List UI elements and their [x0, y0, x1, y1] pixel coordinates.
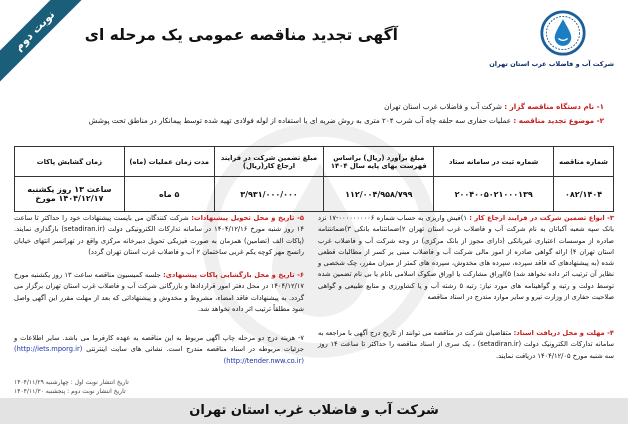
table-cell: ۱۱۲/۰۰۴/۹۵۸/۷۹۹ [324, 177, 434, 212]
section-6-heading: ۶- تاریخ و محل بازگشایی پاکات پیشنهادی: [163, 271, 304, 279]
section-3 [318, 213, 614, 303]
item-1-label: ۱- نام دستگاه مناقصه گزار : [504, 102, 604, 111]
table-cell: ساعت ۱۳ روز یکشنبه ۱۴۰۴/۱۲/۱۷ مورخ [15, 177, 125, 212]
table-header-row [15, 147, 614, 177]
section-5 [14, 213, 304, 258]
col-header: مبلغ برآورد (ریال) براساس فهرست بهای پایه سال ۱۴۰۴ [324, 147, 434, 177]
item-2-value: عملیات حفاری سه حلقه چاه آب شرب ۲۰۴ متری به روش ضربه ای با استفاده از لوله فولادی تهیه شده توسط پیمانکار در مناطق تحت پوشش [88, 116, 512, 125]
section-4-text: متقاضیان شرکت در مناقصه می توانند از تاریخ درج آگهی با مراجعه به سامانه تدارکات الکترونیک دولت (setadiran.ir) ، یک سری از اسناد مناقصه را حداکثر تا ساعت ۱۴ روز سه شنبه مورخ ۱۴۰۴/۱۲/۰۵ دریافت نمایند. [318, 329, 615, 360]
section-4 [318, 328, 614, 362]
section-6-text: جلسه کمیسیون مناقصه ساعت ۱۳ روز یکشنبه مورخ ۱۴۰۴/۱۲/۱۷ در محل دفتر امور قراردادها و بازرگانی شرکت آب و فاضلاب غرب استان تهران برگزار می گردد. به پیشنهادات فاقد امضاء، مشروط و مخدوش و پیشنهاداتی که بعد از مهلت مقرر این آگهی واصل شود مطلقاً ترتیب اثر داده نخواهد شد. [14, 271, 304, 313]
item-2 [89, 116, 604, 125]
section-4-heading: ۴- مهلت و محل دریافت اسناد: [513, 329, 614, 337]
section-7-text: ۷- هزینه درج دو مرحله چاپ آگهی مربوط به این مناقصه به عهده کارفرما می باشد. سایر اطلاعات و جزئیات مربوطه در اسناد مناقصه مندرج است. [14, 334, 304, 354]
publication-date-1: تاریخ انتشار نوبت اول : چهارشنبه ۱۴۰۴/۱۱/۲۹ [14, 379, 129, 386]
edition-ribbon [0, 0, 90, 90]
table-cell: ۰۸۲/۱۴۰۴ [554, 177, 614, 212]
table-cell: ۲۰۰۴۰۰۵۰۲۱۰۰۰۱۳۹ [434, 177, 554, 212]
ribbon-label: نوبت دوم [0, 0, 90, 90]
publication-date-2: تاریخ انتشار نوبت دوم : پنجشنبه ۱۴۰۴/۱۱/۳۰ [14, 388, 126, 395]
item-1 [384, 102, 604, 111]
footer-banner: شرکت آب و فاضلاب غرب استان تهران [0, 398, 628, 424]
section-3-text: ۱)فیش واریزی به حساب شماره ۰۰۰۰۰۰۰۰۰۶-۱۷ نزد بانک سپه شعبه آکباتان به نام شرکت آب و فاضلاب غرب استان تهران ۲)ضمانتنامه بانکی ۳)ضمانتنامه صادره از موسسات اعتباری غیربانکی (دارای مجوز از بانک مرکزی) در وجه شرکت آب و فاضلاب غرب استان تهران ۴) ارائه گواهی صادره از امور مالی شرکت آب و فاضلاب مبنی بر کسر از مطالبات قطعی شده (به پیشنهادهای که فاقد سپرده، سپرده های مخدوش، سپرده های کمتر از میزان مقرر، چک شخصی و نظایر آن ترتیب اثر داده نخواهد شد) ۵)اوراق مشارکت یا اوراق صکوک اسلامی بانام یا بی نام تضمین شده توسط دولت و رتبه و گواهینامه های مورد نیاز: رتبه ۵ رشته آب و یا کشاورزی و منابع طبیعی و گواهی صلاحیت حفاری از وزارت نیرو و سایر موارد مندرج در اسناد مناقصه [318, 214, 615, 302]
water-drop-logo-icon [540, 10, 586, 56]
section-7-links-label: نشانی های سایت اینترنتی [86, 345, 163, 354]
section-6 [14, 270, 304, 315]
section-5-text: شرکت کنندگان می بایست پیشنهادات خود را حداکثر تا ساعت ۱۴ روز شنبه مورخ ۱۴۰۴/۱۲/۱۶ در سامانه تدارکات الکترونیکی دولت (setadiran.ir) بارگذاری نمایند. (پاکات الف (تضامین) همزمان به صورت فیزیکی تحویل دبیرخانه مرکزی واقع در تهرانسر انتهای خیابان رانسج مهر کوچه یکم غربی ساختمان ۲ آب و فاضلاب غرب استان تهران گردد) [14, 214, 304, 256]
notice-title: آگهی تجدید مناقصه عمومی یک مرحله ای [84, 26, 398, 44]
table-cell: ۵ ماه [124, 177, 214, 212]
section-7-links[interactable]: (http://iets.mporg.ir) (http://tender.nww.co.ir) [14, 345, 304, 365]
col-header: شماره ثبت در سامانه ستاد [434, 147, 554, 177]
section-5-heading: ۵- تاریخ و محل تحویل پیشنهادات: [191, 214, 304, 222]
item-2-label: ۲- موضوع تجدید مناقصه : [513, 116, 604, 125]
col-header: مدت زمان عملیات (ماه) [124, 147, 214, 177]
table-row [15, 177, 614, 212]
col-header: زمان گشایش پاکات [15, 147, 125, 177]
publication-dates [14, 378, 129, 396]
company-name: شرکت آب و فاضلاب غرب استان تهران [489, 60, 614, 68]
col-header: مبلغ تضمین شرکت در فرایند ارجاع کار(ریال) [214, 147, 324, 177]
tender-table [14, 146, 614, 212]
section-3-heading: ۳- انواع تضمین شرکت در فرایند ارجاع کار : [469, 214, 614, 222]
company-logo [489, 10, 614, 86]
section-7 [14, 333, 304, 367]
col-header: شماره مناقصه [554, 147, 614, 177]
table-cell: ۳/۹۳۱/۰۰۰/۰۰۰ [214, 177, 324, 212]
item-1-value: شرکت آب و فاضلاب غرب استان تهران [384, 102, 502, 111]
